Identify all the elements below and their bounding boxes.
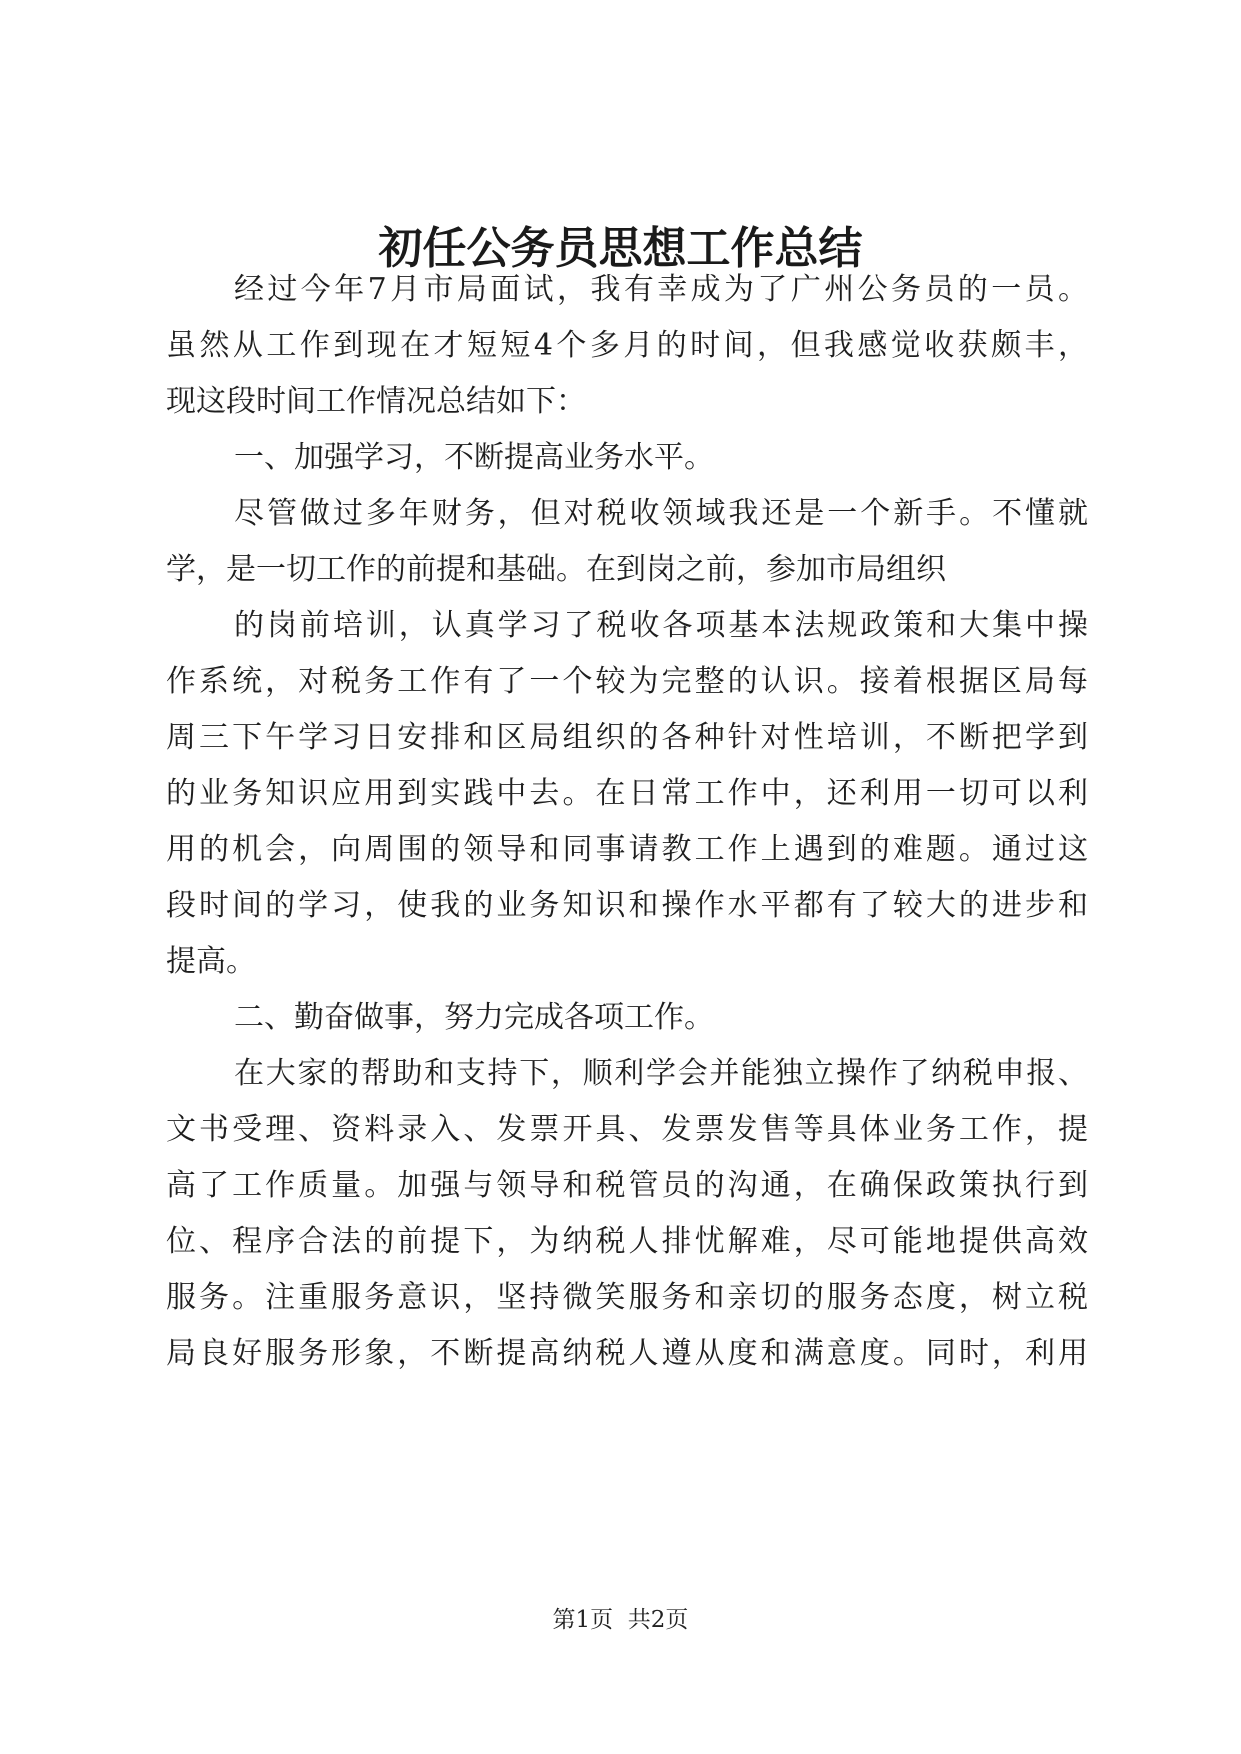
section-heading: 二、勤奋做事，努力完成各项工作。 [234, 1000, 714, 1035]
text-line: 高了工作质量。加强与领导和税管员的沟通，在确保政策执行到 [166, 1168, 1088, 1203]
text-line: 段时间的学习，使我的业务知识和操作水平都有了较大的进步和 [166, 888, 1088, 923]
page-number-footer: 第1页 共2页 [552, 1607, 689, 1633]
text-line: 局良好服务形象，不断提高纳税人遵从度和满意度。同时，利用 [166, 1336, 1088, 1371]
document-title: 初任公务员思想工作总结 [378, 223, 863, 274]
text-line: 文书受理、资料录入、发票开具、发票发售等具体业务工作，提 [166, 1112, 1088, 1147]
text-line: 用的机会，向周围的领导和同事请教工作上遇到的难题。通过这 [166, 832, 1088, 867]
text-line: 提高。 [166, 944, 256, 979]
text-line: 在大家的帮助和支持下，顺利学会并能独立操作了纳税申报、 [234, 1056, 1088, 1091]
text-line: 现这段时间工作情况总结如下： [166, 384, 586, 419]
text-line: 周三下午学习日安排和区局组织的各种针对性培训，不断把学到 [166, 720, 1088, 755]
text-line: 尽管做过多年财务，但对税收领域我还是一个新手。不懂就 [234, 496, 1088, 531]
text-line: 经过今年7月市局面试，我有幸成为了广州公务员的一员。 [234, 272, 1088, 307]
section-heading: 一、加强学习，不断提高业务水平。 [234, 440, 714, 475]
text-line: 的岗前培训，认真学习了税收各项基本法规政策和大集中操 [234, 608, 1088, 643]
text-line: 的业务知识应用到实践中去。在日常工作中，还利用一切可以利 [166, 776, 1088, 811]
text-line: 服务。注重服务意识，坚持微笑服务和亲切的服务态度，树立税 [166, 1280, 1088, 1315]
text-line: 作系统，对税务工作有了一个较为完整的认识。接着根据区局每 [166, 664, 1088, 699]
text-line: 学，是一切工作的前提和基础。在到岗之前，参加市局组织 [166, 552, 946, 587]
text-line: 位、程序合法的前提下，为纳税人排忧解难，尽可能地提供高效 [166, 1224, 1088, 1259]
text-line: 虽然从工作到现在才短短4个多月的时间，但我感觉收获颇丰， [166, 328, 1088, 363]
